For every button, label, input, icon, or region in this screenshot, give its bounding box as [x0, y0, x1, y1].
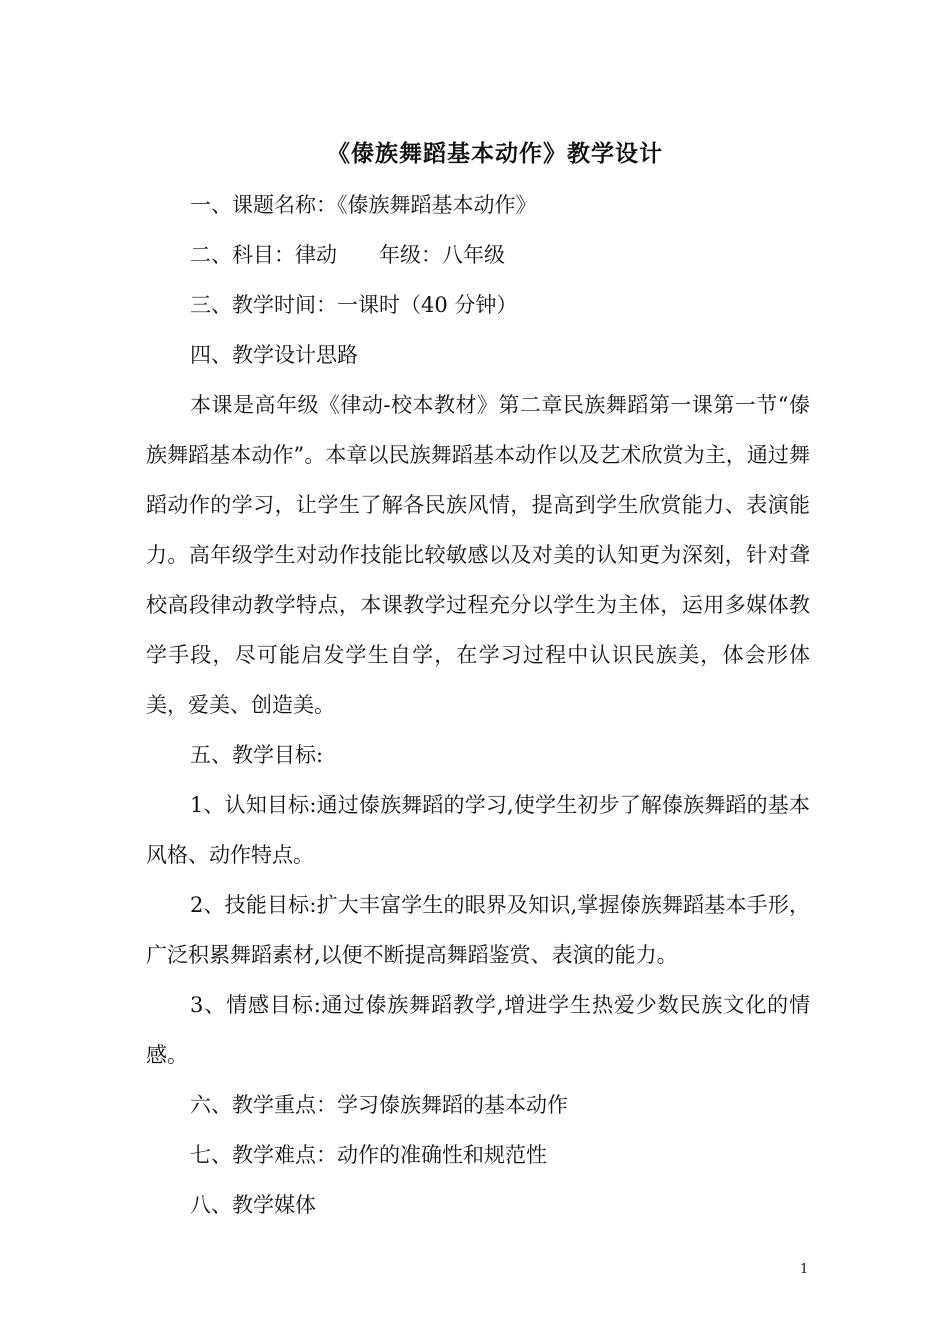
- paragraph-objectives-heading: 五、教学目标:: [190, 743, 324, 767]
- paragraph-objective-skill: 2、技能目标:扩大丰富学生的眼界及知识,掌握傣族舞蹈基本手形，广泛积累舞蹈素材,以便不断提高舞蹈鉴赏、表演的能力。: [146, 893, 810, 967]
- document-title: 《傣族舞蹈基本动作》教学设计: [327, 141, 663, 167]
- paragraph-teaching-time: 三、教学时间：一课时（40 分钟）: [190, 293, 518, 317]
- paragraph-media-heading: 八、教学媒体: [190, 1193, 316, 1217]
- document-body: [146, 180, 810, 1230]
- paragraph-topic: 一、课题名称：《傣族舞蹈基本动作》: [190, 193, 537, 217]
- paragraph-design-idea-heading: 四、教学设计思路: [190, 343, 358, 367]
- paragraph-key-points: 六、教学重点：学习傣族舞蹈的基本动作: [190, 1093, 568, 1117]
- page-number: 1: [800, 1262, 809, 1277]
- paragraph-difficulties: 七、教学难点：动作的准确性和规范性: [190, 1143, 547, 1167]
- paragraph-objective-cognitive: 1、认知目标:通过傣族舞蹈的学习,使学生初步了解傣族舞蹈的基本风格、动作特点。: [146, 793, 810, 867]
- paragraph-design-idea: 本课是高年级《律动-校本教材》第二章民族舞蹈第一课第一节“傣族舞蹈基本动作”。本章以民族舞蹈基本动作以及艺术欣赏为主，通过舞蹈动作的学习，让学生了解各民族风情，提高到学生欣赏能力、表演能力。高年级学生对动作技能比较敏感以及对美的认知更为深刻，针对聋校高段律动教学特点，本课教学过程充分以学生为主体，运用多媒体教学手段，尽可能启发学生自学，在学习过程中认识民族美，体会形体美，爱美、创造美。: [146, 393, 810, 717]
- paragraph-subject-grade: 二、科目：律动 年级：八年级: [190, 243, 505, 267]
- paragraph-objective-emotional: 3、情感目标:通过傣族舞蹈教学,增进学生热爱少数民族文化的情感。: [146, 993, 810, 1067]
